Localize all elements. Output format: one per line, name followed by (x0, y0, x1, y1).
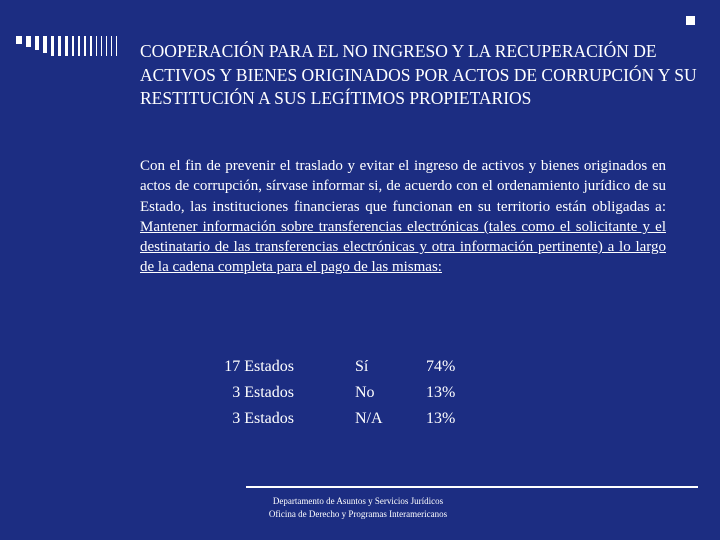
decorative-bars (16, 36, 138, 56)
footer-line-office: Oficina de Derecho y Programas Interamericanos (268, 508, 448, 519)
footer-line-department: Departamento de Asuntos y Servicios Jurídicos (272, 496, 444, 506)
stats-row (0, 358, 720, 384)
stats-percent: 13% (426, 410, 456, 427)
stats-answer: N/A (355, 410, 383, 427)
stats-count: 3 Estados (232, 410, 294, 427)
footer-divider (246, 486, 698, 488)
stats-percent: 13% (426, 384, 456, 401)
body-plain-text: Con el fin de prevenir el traslado y evitar el ingreso de activos y bienes originados en actos de corrupción, sírvase informar si, de acuerdo con el ordenamiento jurídico de su Estado, las instituciones financieras que funcionan en su territorio están obligadas a: (140, 158, 666, 215)
stats-percent: 74% (426, 358, 456, 375)
stats-answer: No (355, 384, 375, 401)
stats-row (0, 410, 720, 436)
stats-answer: Sí (355, 358, 369, 375)
stats-row (0, 384, 720, 410)
body-underlined-text: Mantener información sobre transferencias electrónicas (tales como el solicitante y el destinatario de las transferencias electrónicas y otra información pertinente) a lo largo de la cadena completa para el pago de las mismas: (140, 218, 666, 276)
stats-count: 17 Estados (224, 358, 294, 375)
stats-count: 3 Estados (232, 384, 294, 401)
slide-title: COOPERACIÓN PARA EL NO INGRESO Y LA RECUPERACIÓN DE ACTIVOS Y BIENES ORIGINADOS POR ACTOS DE CORRUPCIÓN Y SU RESTITUCIÓN A SUS LEGÍTIMOS PROPIETARIOS (140, 41, 697, 108)
corner-square-mark (686, 16, 695, 25)
slide-footer (200, 495, 516, 520)
slide-body-text (140, 156, 666, 278)
